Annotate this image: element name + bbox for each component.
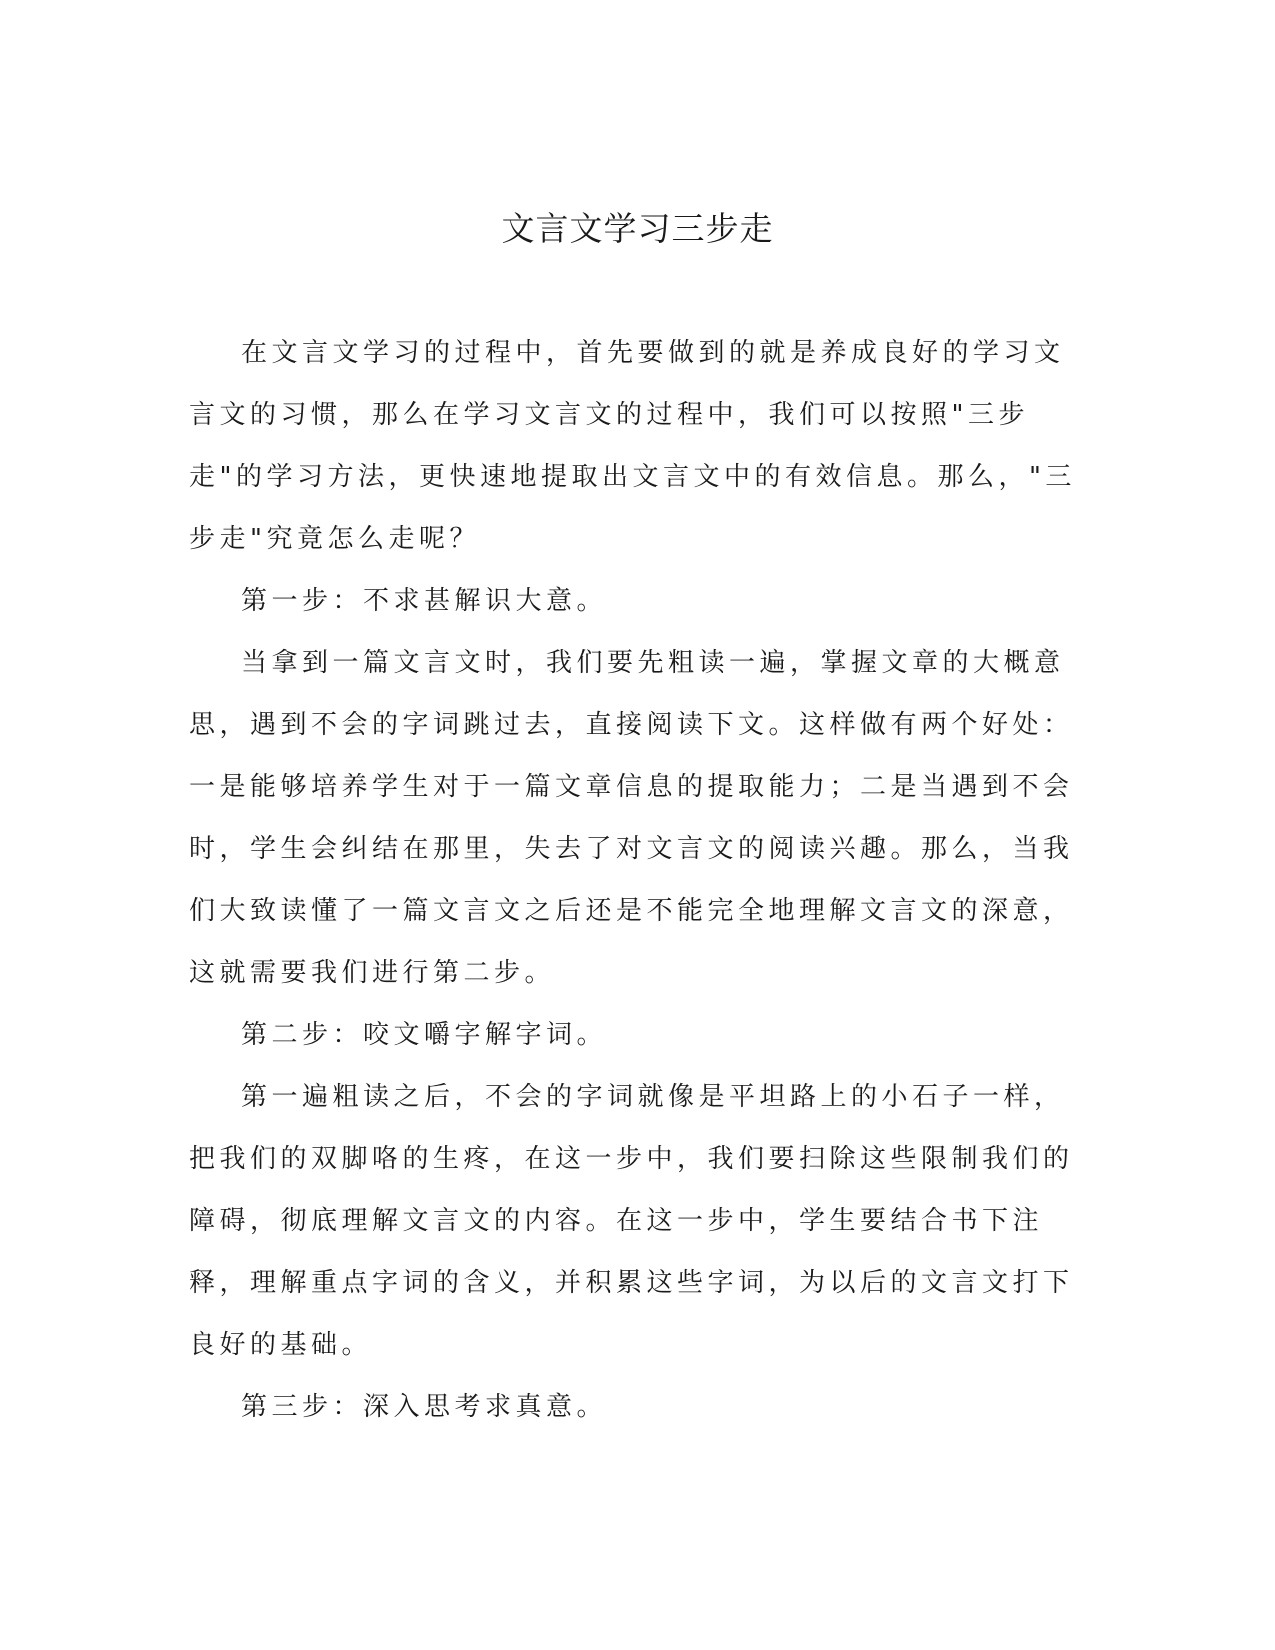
paragraph-intro: 在文言文学习的过程中，首先要做到的就是养成良好的学习文言文的习惯，那么在学习文言文的过程中，我们可以按照"三步走"的学习方法，更快速地提取出文言文中的有效信息。那么，"三步走"究竟怎么走呢？	[189, 338, 1076, 554]
paragraph-step-two-body: 第一遍粗读之后，不会的字词就像是平坦路上的小石子一样，把我们的双脚咯的生疼，在这一步中，我们要扫除这些限制我们的障碍，彻底理解文言文的内容。在这一步中，学生要结合书下注释，理解重点字词的含义，并积累这些字词，为以后的文言文打下良好的基础。	[189, 1082, 1074, 1360]
paragraph-step-one-heading: 第一步：不求甚解识大意。	[241, 586, 608, 616]
paragraph-step-one-body: 当拿到一篇文言文时，我们要先粗读一遍，掌握文章的大概意思，遇到不会的字词跳过去，直接阅读下文。这样做有两个好处：一是能够培养学生对于一篇文章信息的提取能力；二是当遇到不会时，学生会纠结在那里，失去了对文言文的阅读兴趣。那么，当我们大致读懂了一篇文言文之后还是不能完全地理解文言文的深意，这就需要我们进行第二步。	[189, 648, 1074, 988]
paragraph-step-two-heading: 第二步：咬文嚼字解字词。	[241, 1020, 608, 1050]
document-body	[189, 322, 1079, 1438]
document-title: 文言文学习三步走	[501, 209, 774, 248]
paragraph-step-three-heading: 第三步：深入思考求真意。	[241, 1392, 608, 1422]
